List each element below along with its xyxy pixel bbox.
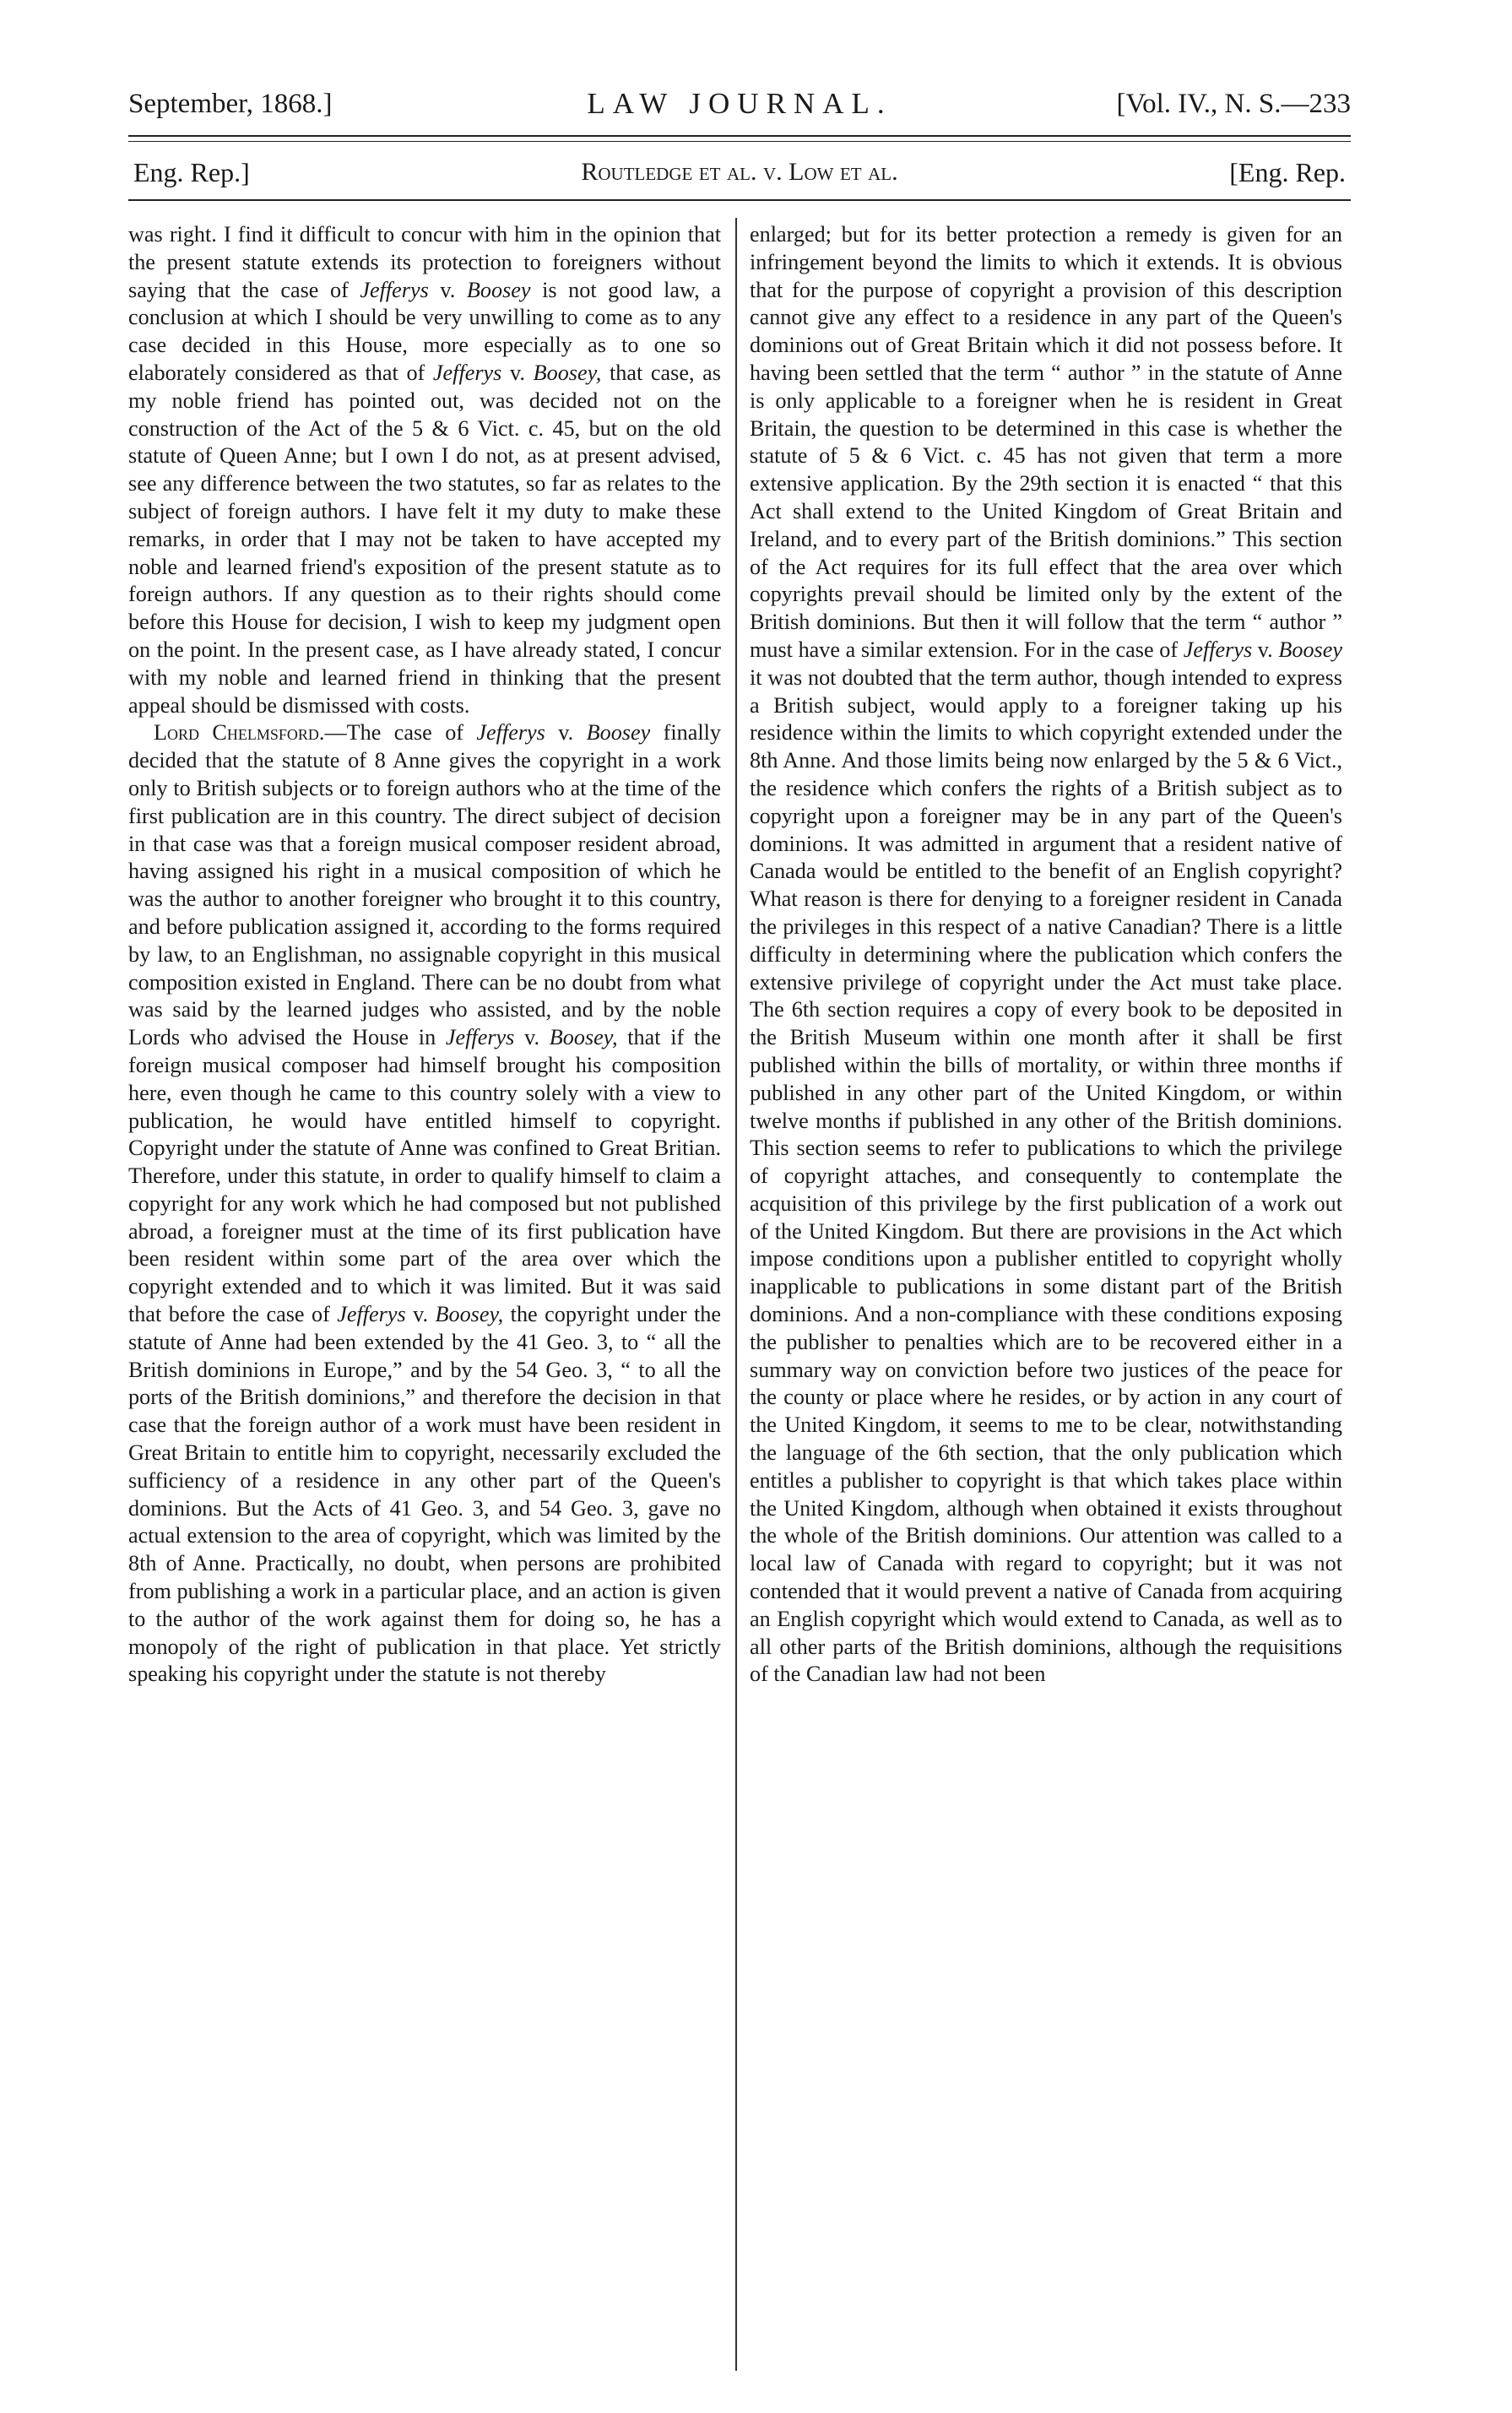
text-run: enlarged; but for its better protection a remedy is given for an infringement beyond the limits to which it extends. It is obvious that for the purpose of copyright a provision of this description cannot give any effect to a residence in any part of the Queen's dominions out of Great Britain which it did not possess before. It having been settled that the term “ author ” in the statute of Anne is only applicable to a foreigner when he is resident in Great Britain, the question to be determined in this case is whether the statute of 5 & 6 Vict. c. 45 has not given that term a more extensive application. By the 29th section it is enacted “ that this Act shall extend to the United Kingdom of Great Britain and Ireland, and to every part of the British dominions.” This section of the Act requires for its full effect that the area over which copyrights prevail should be limited only by the extent of the British dominions. But then it will follow that the term “ author ” must have a similar extension. For in the case of xyxy=(750,222,1342,662)
text-run: —The case of xyxy=(324,720,477,746)
case-name: Boosey, xyxy=(549,1025,618,1050)
text-run: that if the foreign musical composer had himself brought his composition here, even though he came to this country solely with a view to publication, he would have entitled himself to copyright. Copyright under the statute of Anne was confined to Great Britian. Therefore, under this statute, in order to qualify himself to claim a copyright for any work which he had composed but not published abroad, a foreigner must at the time of its first publication have been resident within some part of the area over which the copyright extended and to which it was limited. But it was said that before the case of xyxy=(128,1025,721,1327)
text-run: v. xyxy=(405,1302,436,1327)
text-run: is not good law, a conclusion at which I should be very unwilling to come as to any case decided in this House, more especially as to one so elaborately considered as that of xyxy=(128,277,721,385)
right-column xyxy=(750,221,1342,2366)
paragraph xyxy=(128,719,721,1689)
case-name: Boosey xyxy=(586,720,651,746)
case-name: Boosey xyxy=(466,277,531,302)
case-header xyxy=(133,154,1346,191)
text-run: was right. I find it difficult to concur with him in the opinion that the present statute extends its protection to foreigners without saying that the case of xyxy=(128,222,721,302)
paragraph xyxy=(750,221,1342,1689)
journal-title: LAW JOURNAL. xyxy=(587,87,892,120)
text-run: the copyright under the statute of Anne had been extended by the 41 Geo. 3, to “ all the British dominions in Europe,” and by the 54 Geo. 3, “ to all the ports of the British dominions,” and therefore the decision in that case that the foreign author of a work must have been resident in Great Britain to entitle him to copyright, necessarily excluded the sufficiency of a residence in any other part of the Queen's dominions. But the Acts of 41 Geo. 3, and 54 Geo. 3, gave no actual extension to the area of copyright, which was limited by the 8th of Anne. Practically, no doubt, when persons are prohibited from publishing a work in a particular place, and an action is given to the author of the work against them for doing so, he has a monopoly of the right of publication in that place. Yet strictly speaking his copyright under the statute is not thereby xyxy=(128,1302,721,1687)
report-label-left: Eng. Rep.] xyxy=(133,157,250,187)
case-name: Jefferys xyxy=(476,720,545,746)
issue-date: September, 1868.] xyxy=(128,89,333,119)
case-name: Jefferys xyxy=(360,277,429,302)
text-run: v. xyxy=(1252,637,1279,662)
speaker-name: Lord Chelmsford. xyxy=(154,720,325,746)
case-name: Boosey xyxy=(1278,637,1342,662)
case-name: Jefferys xyxy=(432,360,502,385)
text-run: that case, as my noble friend has pointed out, was decided not on the construction of the Act of the 5 & 6 Vict. c. 45, but on the old statute of Queen Anne; but I own I do not, as at present advised, see any difference between the two statutes, so far as relates to the subject of foreign authors. I have felt it my duty to make these remarks, in order that I may not be taken to have accepted my noble and learned friend's exposition of the present statute as to foreign authors. If any question as to their rights should come before this House for decision, I wish to keep my judgment open on the point. In the present case, as I have already stated, I concur with my noble and learned friend in thinking that the present appeal should be dismissed with costs. xyxy=(128,360,721,718)
volume-page-number: [Vol. IV., N. S.—233 xyxy=(1116,89,1351,119)
case-name: Jefferys xyxy=(1183,637,1253,662)
text-run: it was not doubted that the term author, though intended to express a British subject, would apply to a foreigner taking up his residence within the limits to which copyright extended under the 8th Anne. And those limits being now enlarged by the 5 & 6 Vict., the residence which confers the rights of a British subject as to copyright upon a foreigner may be in any part of the Queen's dominions. It was admitted in argument that a resident native of Canada would be entitled to the benefit of an English copyright? What reason is there for denying to a foreigner resident in Canada the privileges in this respect of a native Canadian? There is a little difficulty in determining where the publication which confers the extensive privilege of copyright under the Act must take place. The 6th section requires a copy of every book to be deposited in the British Museum within one month after it shall be first published within the bills of mortality, or within three months if published in any other part of the United Kingdom, or within twelve months if published in any other of the British dominions. This section seems to refer to publications to which the privilege of copyright attaches, and consequently to contemplate the acquisition of this privilege by the first publication of a work out of the United Kingdom. But there are provisions in the Act which impose conditions upon a publisher entitled to copyright wholly inapplicable to publications in some distant part of the British dominions. And a non-compliance with these conditions exposing the publisher to penalties which are to be recovered either in a summary way on conviction before two justices of the peace for the county or place where he resides, or by action in any court of the United Kingdom, it seems to me to be clear, notwithstanding the language of the 6th section, that the only publication which entitles a publisher to copyright is that which takes place within the United Kingdom, although when obtained it exists throughout the whole of the British dominions. Our attention was called to a local law of Canada with regard to copyright; but it was not contended that it would prevent a native of Canada from acquiring an English copyright which would extend to Canada, as well as to all other parts of the British dominions, although the requisitions of the Canadian law had not been xyxy=(750,664,1342,1687)
case-name: Jefferys xyxy=(337,1302,406,1327)
left-column xyxy=(128,221,721,2366)
column-divider xyxy=(735,218,737,2371)
case-name: Boosey, xyxy=(533,360,602,385)
text-run: v. xyxy=(428,277,467,302)
text-run: v. xyxy=(514,1025,550,1050)
report-label-right: [Eng. Rep. xyxy=(1229,157,1346,187)
header-rule xyxy=(128,199,1351,201)
case-name: Jefferys xyxy=(445,1025,515,1050)
case-title: Routledge et al. v. Low et al. xyxy=(581,158,898,186)
case-name: Boosey, xyxy=(435,1302,504,1327)
text-run: finally decided that the statute of 8 Anne gives the copyright in a work only to British subjects or to foreign authors who at the time of the first publication are in this country. The direct subject of decision in that case was that a foreign musical composer resident abroad, having assigned his right in a musical composition of which he was the author to another foreigner who brought it to this country, and before publication assigned it, according to the forms required by law, to an Englishman, no assignable copyright in this musical composition existed in England. There can be no doubt from what was said by the learned judges who assisted, and by the noble Lords who advised the House in xyxy=(128,720,721,1050)
header-double-rule xyxy=(128,135,1351,142)
paragraph xyxy=(128,221,721,719)
text-run: v. xyxy=(501,360,534,385)
running-head xyxy=(128,83,1351,125)
text-run: v. xyxy=(545,720,587,746)
